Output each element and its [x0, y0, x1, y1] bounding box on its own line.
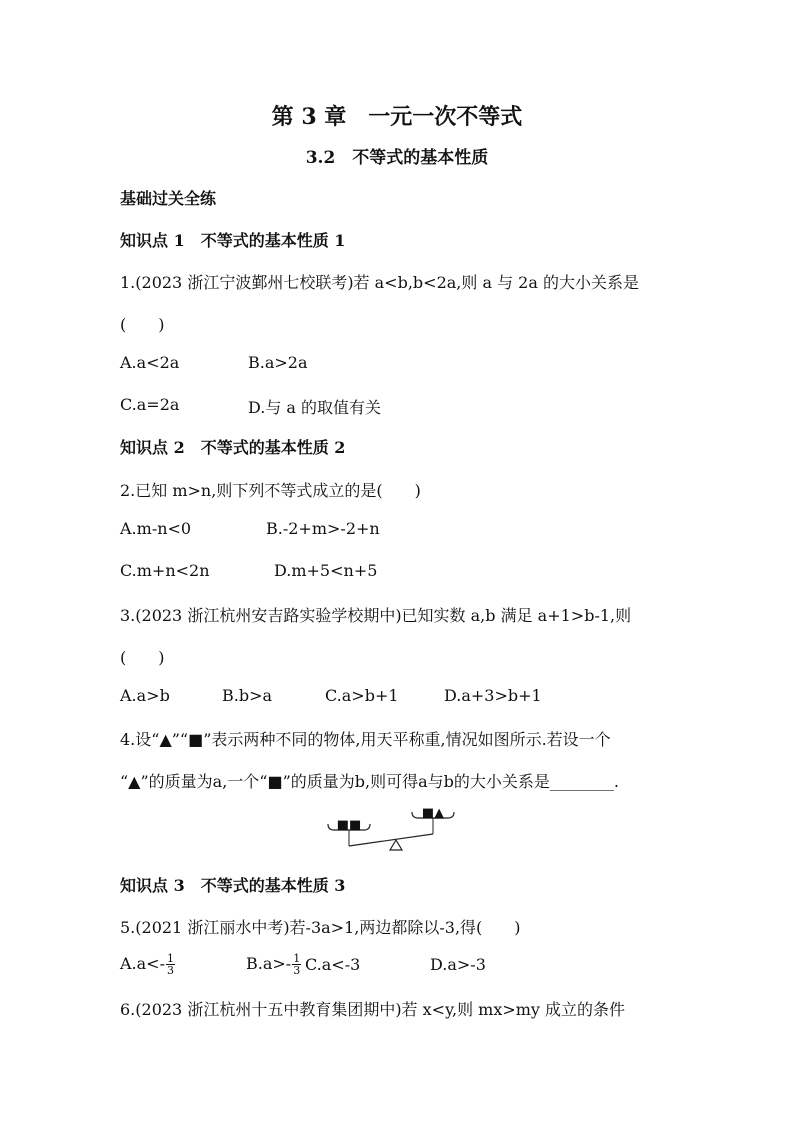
q3-option-d: D.a+3>b+1 [444, 686, 542, 705]
q3-paren: ( ) [120, 648, 165, 667]
section-title: 3.2 不等式的基本性质 [305, 148, 489, 168]
q5-option-b-prefix: B.a>- [246, 954, 292, 973]
q1-stem: 1.(2023 浙江宁波鄞州七校联考)若 a<b,b<2a,则 a 与 2a 的大小关系是 [120, 273, 639, 292]
q5-stem: 5.(2021 浙江丽水中考)若-3a>1,两边都除以-3,得( ) [120, 918, 521, 937]
q1-option-a: A.a<2a [120, 353, 180, 372]
q2-option-d: D.m+5<n+5 [274, 561, 378, 580]
q1-option-c: C.a=2a [120, 395, 180, 414]
q3-option-a: A.a>b [120, 686, 170, 705]
q5-option-c: C.a<-3 [305, 955, 361, 974]
q5-option-a-fraction: $\frac{1}{3}$ [167, 952, 174, 977]
q2-option-c: C.m+n<2n [120, 561, 210, 580]
q2-option-a: A.m-n<0 [120, 519, 192, 538]
knowledge-point-3: 知识点 3 不等式的基本性质 3 [120, 876, 346, 895]
q6-stem: 6.(2023 浙江杭州十五中教育集团期中)若 x<y,则 mx>my 成立的条件 [120, 1000, 626, 1019]
chapter-title: 第 3 章 一元一次不等式 [271, 104, 523, 130]
q5-option-a-prefix: A.a<- [120, 954, 165, 973]
fulcrum-triangle [390, 840, 402, 850]
right-pan-objects: ■▲ [421, 806, 445, 821]
q5-option-a [120, 953, 176, 976]
balance-beam [349, 834, 433, 846]
q3-stem: 3.(2023 浙江杭州安吉路实验学校期中)已知实数 a,b 满足 a+1>b-1,则 [120, 606, 632, 625]
q2-stem: 2.已知 m>n,则下列不等式成立的是( ) [120, 481, 421, 500]
q4-line-2: “▲”的质量为a,一个“■”的质量为b,则可得a与b的大小关系是________. [120, 772, 619, 791]
q5-option-d: D.a>-3 [430, 955, 486, 974]
q1-option-d: D.与 a 的取值有关 [248, 398, 382, 417]
q1-option-b: B.a>2a [248, 353, 308, 372]
q1-paren: ( ) [120, 315, 165, 334]
q5-option-b [246, 953, 302, 976]
q2-option-b: B.-2+m>-2+n [266, 519, 380, 538]
part-title: 基础过关全练 [120, 189, 217, 208]
q4-line-1: 4.设“▲”“■”表示两种不同的物体,用天平称重,情况如图所示.若设一个 [120, 730, 611, 749]
left-pan-objects: ■■ [336, 818, 362, 833]
balance-scale-figure [320, 800, 480, 852]
q5-option-b-fraction: $\frac{1}{3}$ [293, 952, 301, 977]
knowledge-point-1: 知识点 1 不等式的基本性质 1 [120, 231, 346, 250]
knowledge-point-2: 知识点 2 不等式的基本性质 2 [120, 438, 346, 457]
q3-option-b: B.b>a [222, 686, 273, 705]
q3-option-c: C.a>b+1 [325, 686, 399, 705]
